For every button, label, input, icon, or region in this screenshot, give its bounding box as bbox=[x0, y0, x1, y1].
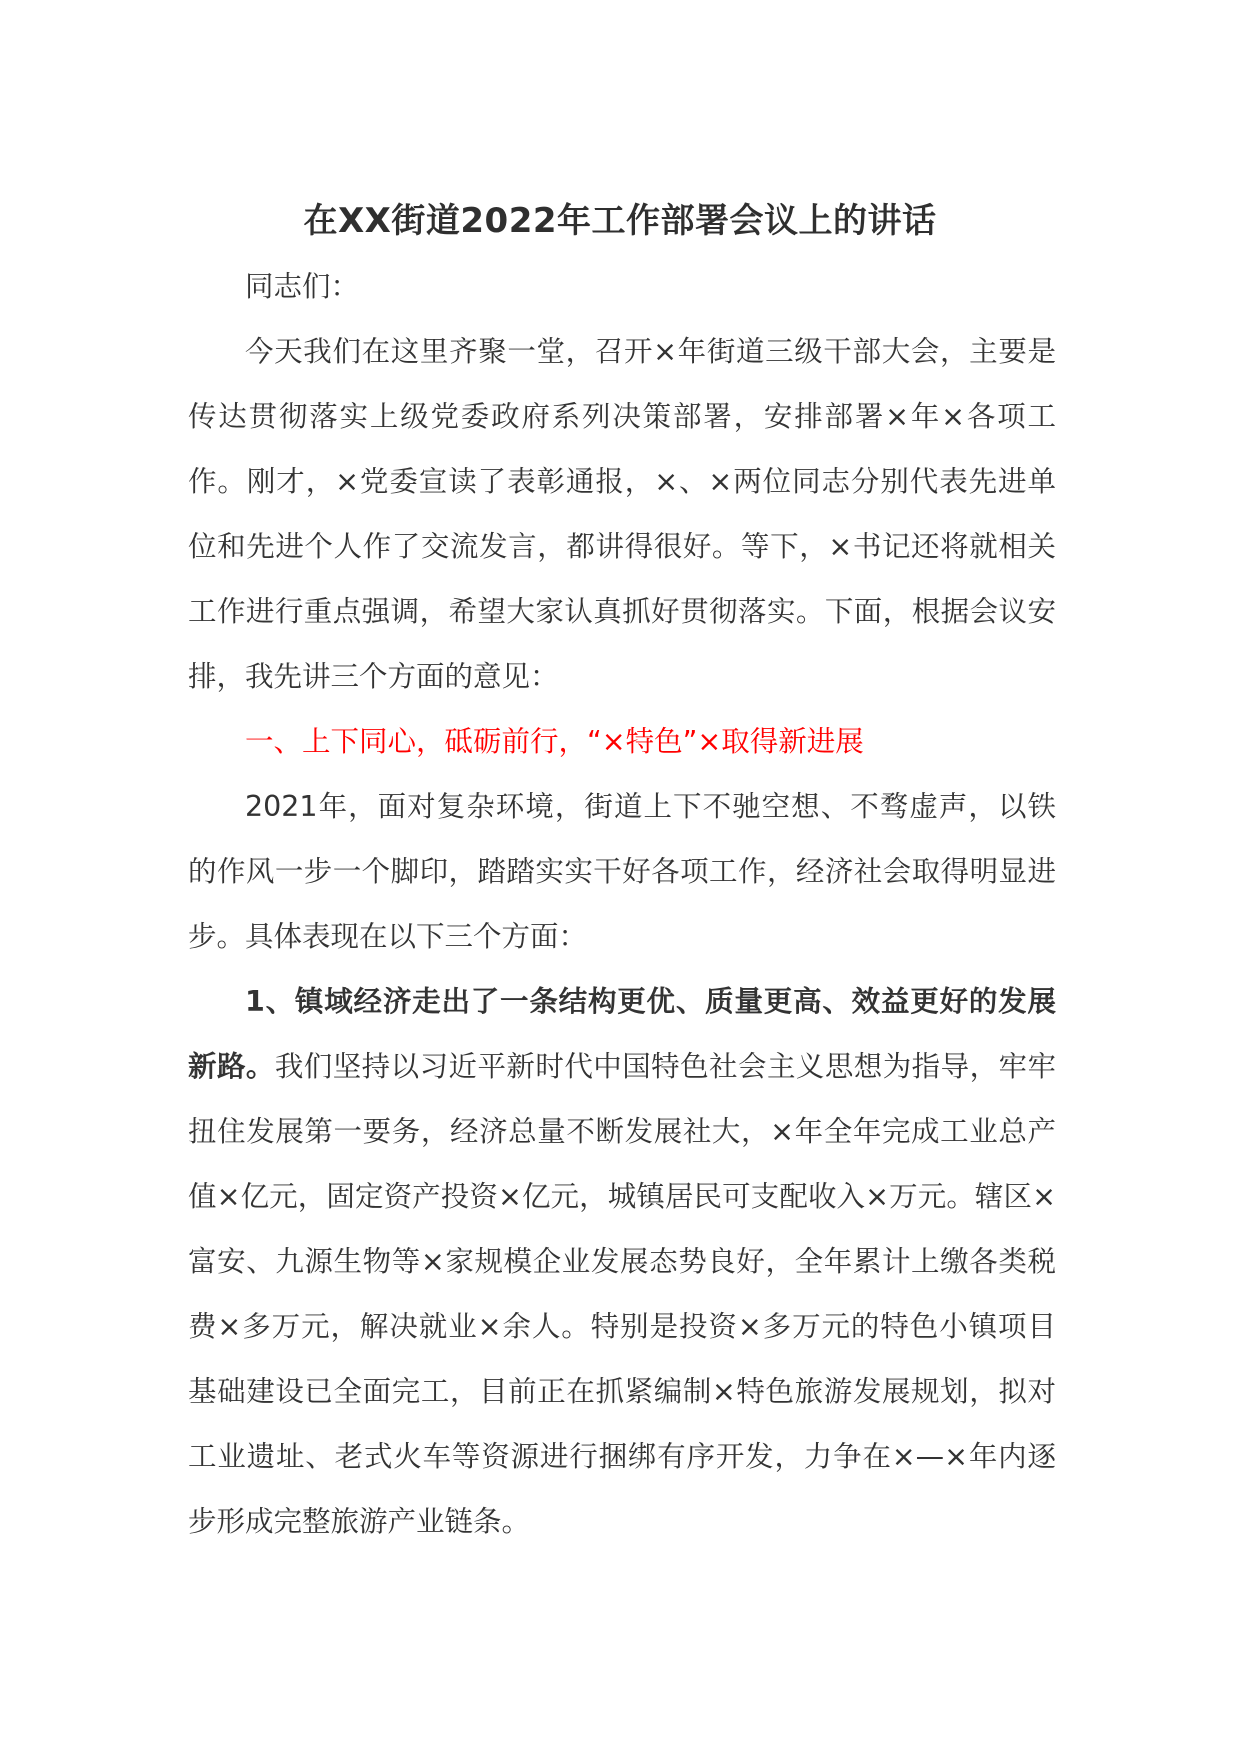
point-1-bold-lead: 1、镇域经济走出了一条结构更优、质量更高、效益更好的发展新路。 bbox=[188, 985, 1056, 1083]
paragraph-intro: 今天我们在这里齐聚一堂，召开×年街道三级干部大会，主要是传达贯彻落实上级党委政府系列决策部署，安排部署×年×各项工作。刚才，×党委宣读了表彰通报，×、×两位同志分别代表先进单位和先进个人作了交流发言，都讲得很好。等下，×书记还将就相关工作进行重点强调，希望大家认真抓好贯彻落实。下面，根据会议安排，我先讲三个方面的意见： bbox=[188, 335, 1056, 693]
salutation: 同志们： bbox=[245, 270, 360, 303]
document-body bbox=[188, 254, 1056, 1554]
paragraph-point-1 bbox=[188, 969, 1056, 1554]
point-1-text: 我们坚持以习近平新时代中国特色社会主义思想为指导，牢牢扭住发展第一要务，经济总量不断发展社大，×年全年完成工业总产值×亿元，固定资产投资×亿元，城镇居民可支配收入×万元。辖区×富安、九源生物等×家规模企业发展态势良好，全年累计上缴各类税费×多万元，解决就业×余人。特别是投资×多万元的特色小镇项目基础建设已全面完工，目前正在抓紧编制×特色旅游发展规划，拟对工业遗址、老式火车等资源进行捆绑有序开发，力争在×—×年内逐步形成完整旅游产业链条。 bbox=[188, 1050, 1056, 1538]
document-title: 在XX街道2022年工作部署会议上的讲话 bbox=[303, 201, 937, 241]
paragraph-section-1: 2021年，面对复杂环境，街道上下不驰空想、不骛虚声，以铁的作风一步一个脚印，踏踏实实干好各项工作，经济社会取得明显进步。具体表现在以下三个方面： bbox=[188, 790, 1056, 953]
section-heading-1: 一、上下同心，砥砺前行，“×特色”×取得新进展 bbox=[245, 725, 864, 758]
